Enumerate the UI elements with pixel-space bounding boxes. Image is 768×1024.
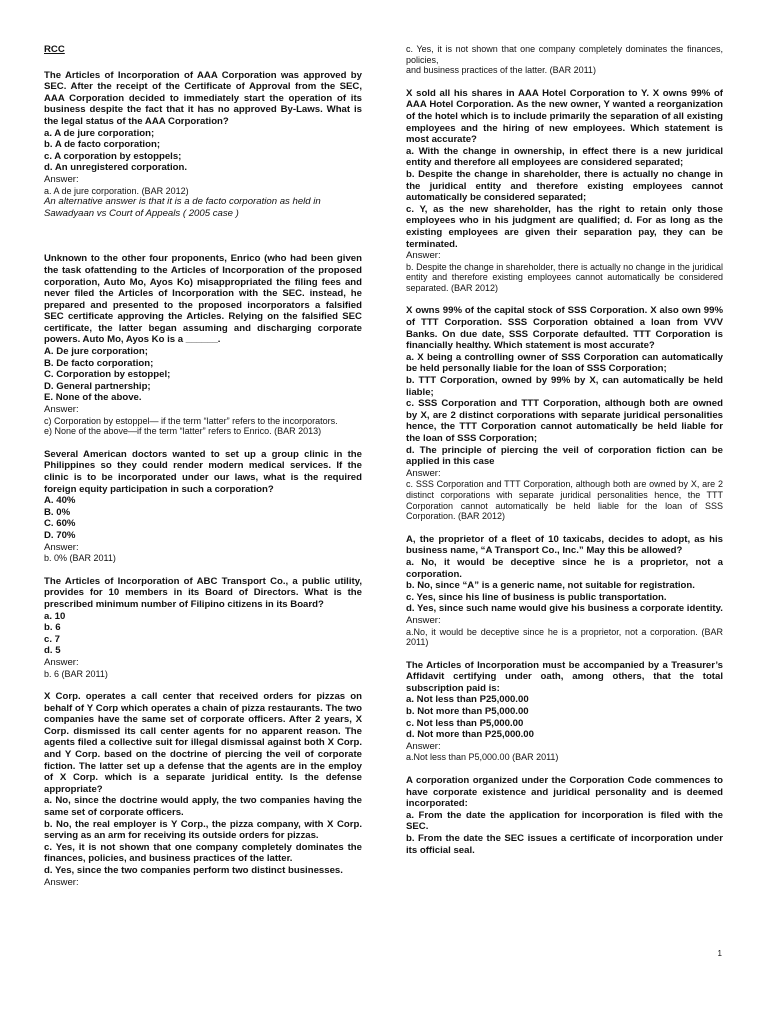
option: b. TTT Corporation, owned by 99% by X, can automatically be held liable; [406,375,723,398]
option: c. Yes, since his line of business is public transportation. [406,591,667,603]
option: b. Despite the change in shareholder, there is actually no change in the juridical entity and therefore existing employees cannot automatically be considered separated; [406,168,723,204]
question-block-7 [406,305,723,521]
question-block-10 [406,775,723,856]
option: D. 70% [44,529,76,541]
question-block-1 [44,70,362,220]
option: B. De facto corporation; [44,357,154,369]
option: a. A de jure corporation; [44,127,155,139]
option: c. SSS Corporation and TTT Corporation, although both are owned by X, are 2 distinct corporations with separate juridical personalities hence, the TTT Corporation cannot automatically be held liable for the loan of SSS Corporation; [406,398,723,444]
answer-explanation-2: e) None of the above—if the term “latter” refers to Enrico. (BAR 2013) [44,426,322,437]
option: a. No, it would be deceptive since he is a proprietor, not a corporation. [406,556,723,580]
option: a. 10 [44,610,66,622]
question-block-8 [406,534,723,648]
question-block-5 [44,691,362,888]
right-column [406,44,723,868]
continued-option: c. Yes, it is not shown that one company completely dominates the finances, policies, [406,44,723,65]
option: b. No, since “A” is a generic name, not suitable for registration. [406,580,695,592]
option: b. No, the real employer is Y Corp., the pizza company, with X Corp. serving as an arm for receiving its outside orders for pizzas. [44,818,362,842]
question-text: A, the proprietor of a fleet of 10 taxicabs, decides to adopt, as his business name, “A Transport Co., Inc.” May this be allowed? [406,533,723,557]
option: d. 5 [44,645,61,657]
question-block-3 [44,449,362,564]
option: a. From the date the application for incorporation is filed with the SEC. [406,809,723,833]
answer-label: Answer: [44,656,79,668]
continued-option-2: and business practices of the latter. (BAR 2011) [406,65,596,76]
option: b. A de facto corporation; [44,139,161,151]
question-text: Several American doctors wanted to set up a group clinic in the Philippines so they could render modern medical services. If the clinic is to be incorporated under our laws, what is the required foreign equity participation in such a corporation? [44,448,362,495]
question-text: A corporation organized under the Corporation Code commences to have corporate existence and juridical personality and is deemed incorporated: [406,775,723,810]
option: d. Yes, since the two companies perform two distinct businesses. [44,865,343,876]
option: C. 60% [44,518,76,530]
option: c. Not less than P5,000.00 [406,717,524,729]
section-header: RCC [44,44,65,55]
answer-label: Answer: [44,404,79,416]
answer-label: Answer: [406,250,441,262]
answer-explanation: a.Not less than P5,000.00 (BAR 2011) [406,752,559,763]
answer-explanation: a.No, it would be deceptive since he is a proprietor, not a corporation. (BAR 2011) [406,626,723,648]
question-text: The Articles of Incorporation must be accompanied by a Treasurer’s Affidavit certifying under oath, among others, that the total subscription paid is: [406,659,723,694]
option: d. Yes, since such name would give his business a corporate identity. [406,603,723,615]
answer-explanation: c) Corporation by estoppel— if the term “latter” refers to the incorporators. [44,415,338,426]
option: B. 0% [44,506,71,518]
option: a. X being a controlling owner of SSS Corporation can automatically be held personally liable for the loan of SSS Corporation; [406,351,723,375]
question-block-6 [406,88,723,294]
answer-explanation: c. SSS Corporation and TTT Corporation, although both are owned by X, are 2 distinct corporations with separate juridical personalities hence, the TTT Corporation cannot automatically be held liable for the loan of SSS Corporation. (BAR 2012) [406,479,723,522]
option: d. Not more than P25,000.00 [406,729,534,741]
answer-explanation: b. 0% (BAR 2011) [44,553,116,564]
answer-label: Answer: [406,740,441,752]
option: c. 7 [44,633,61,645]
page-number: 1 [717,949,722,958]
question-text: X owns 99% of the capital stock of SSS Corporation. X also own 99% of TTT Corporation. SSS Corporation obtained a loan from VVV Banks. On due date, SSS Corporate defaulted. TTT Corporation is financially healthy. Which statement is most accurate? [406,305,723,352]
answer-label: Answer: [44,876,79,888]
alternative-answer: An alternative answer is that it is a de facto corporation as held in Sawadyaan vs Court of Appeals ( 2005 case ) [44,196,321,219]
option: a. No, since the doctrine would apply, the two companies having the same set of corporate officers. [44,795,362,819]
left-column [44,44,362,900]
question-text: The Articles of Incorporation of AAA Corporation was approved by SEC. After the receipt of the Certificate of Approval from the SEC, AAA Corporation decided to immediately start the operation of its business despite the fact that it has no approved By-Laws. What is the legal status of the AAA Corporation? [44,69,362,127]
option: c. Y, as the new shareholder, has the right to retain only those employees who in his judgment are qualified; d. For as long as the existing employees are given their separation pay, they can be terminated. [406,203,723,250]
option: b. From the date the SEC issues a certificate of incorporation under its official seal. [406,833,723,856]
option: A. De jure corporation; [44,346,148,358]
question-text: X Corp. operates a call center that received orders for pizzas on behalf of Y Corp which operates a chain of pizza restaurants. The two companies have the same set of corporate officers. After 2 years, X Corp. dismissed its call center agents for no apparent reason. The agents filed a collective suit for illegal dismissal against both X Corp. and Y Corp. based on the doctrine of piercing the veil of corporate fiction. The latter set up a defense that the agents are in the employ of X Corp. which is a separate juridical entity. Is the defense appropriate? [44,691,362,795]
answer-explanation: a. A de jure corporation. (BAR 2012) [44,185,189,196]
option: b. Not more than P5,000.00 [406,706,529,718]
option: c. A corporation by estoppels; [44,150,182,162]
question-block-4 [44,576,362,679]
answer-label: Answer: [406,467,441,479]
option: b. 6 [44,622,61,634]
option: A. 40% [44,495,76,507]
option: d. The principle of piercing the veil of corporation fiction can be applied in this case [406,444,723,468]
answer-explanation: b. Despite the change in shareholder, there is actually no change in the juridical entity and therefore existing employees cannot automatically be considered separated. (BAR 2012) [406,261,723,293]
option: c. Yes, it is not shown that one company completely dominates the finances, policies, and business practices of the latter. [44,841,362,865]
question-text: X sold all his shares in AAA Hotel Corporation to Y. X owns 99% of AAA Hotel Corporation. As the new owner, Y wanted a reorganization of the hotel which is to include primarily the separation of all existing employees and the hiring of new employees. Which statement is most accurate? [406,87,723,146]
option: C. Corporation by estoppel; [44,369,171,381]
question-block-9 [406,660,723,763]
question-text: The Articles of Incorporation of ABC Transport Co., a public utility, provides for 10 members in its Board of Directors. What is the prescribed minimum number of Filipino citizens in its Board? [44,575,362,610]
option: d. An unregistered corporation. [44,162,188,174]
answer-label: Answer: [406,614,441,626]
option: a. With the change in ownership, in effect there is a new juridical entity and therefore all employees are considered separated; [406,145,723,169]
answer-label: Answer: [44,173,79,185]
continuation-block [406,44,723,76]
option: D. General partnership; [44,380,151,392]
question-text: Unknown to the other four proponents, Enrico (who had been given the task ofattending to the Articles of Incorporation of the proposed corporation, Auto Mo, Ayos Ko) misappropriated the filing fees and never filed the Articles of Incorporation with the SEC. instead, he prepared and presented to the proposed incorporators a falsified SEC certificate approving the Articles. Relying on the falsified SEC certificate, the latter began assuming and discharging corporate powers. Auto Mo, Ayos Ko is a ______. [44,253,362,346]
answer-explanation: b. 6 (BAR 2011) [44,668,108,679]
option: a. Not less than P25,000.00 [406,694,529,706]
question-block-2 [44,253,362,437]
answer-label: Answer: [44,541,79,553]
option: E. None of the above. [44,392,142,404]
